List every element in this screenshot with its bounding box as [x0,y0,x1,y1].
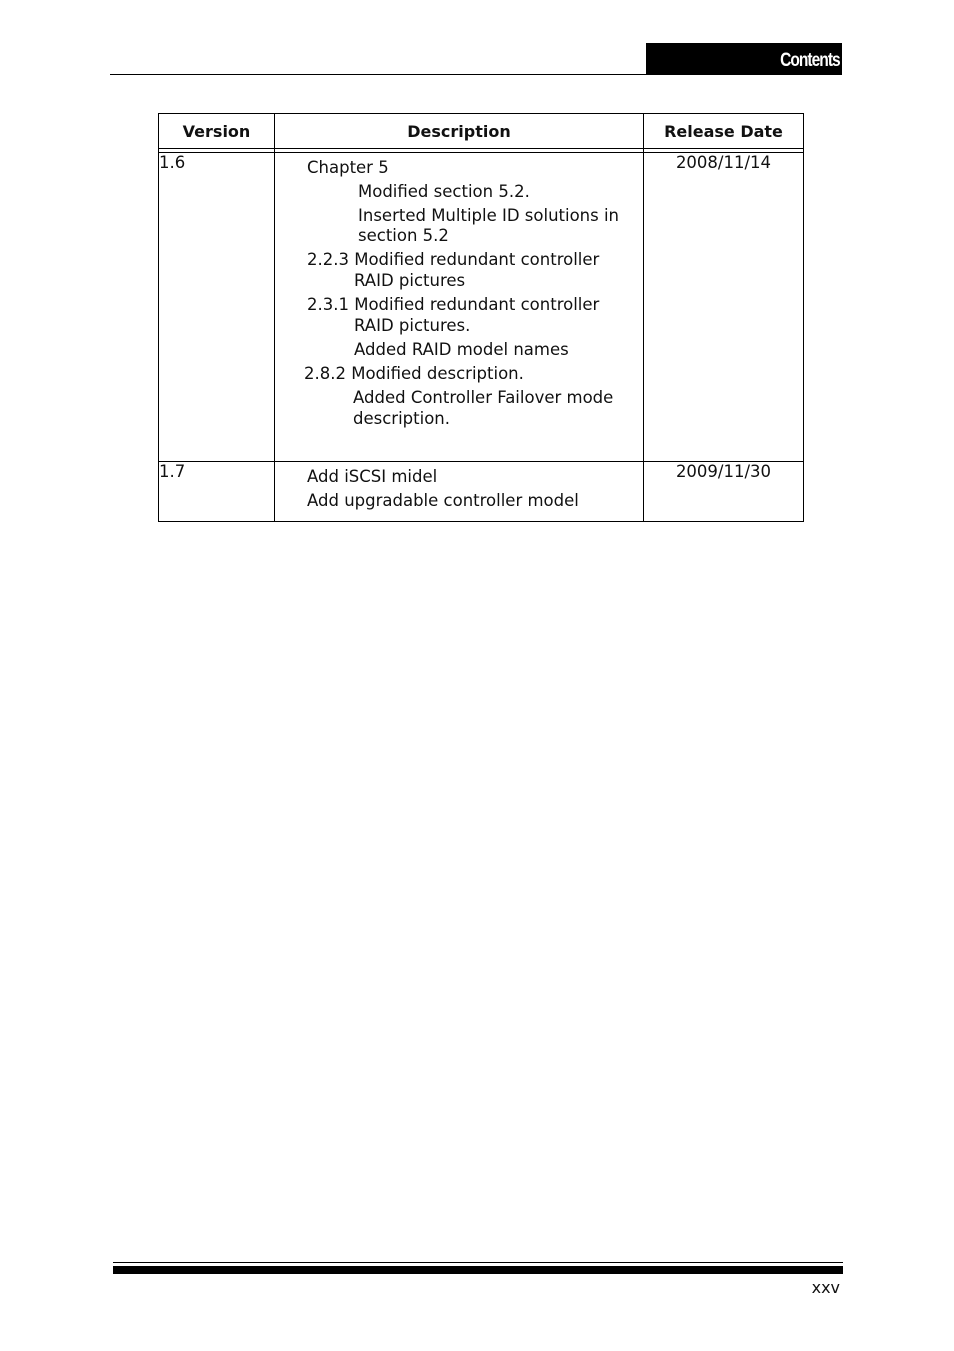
version-cell: 1.6 [159,153,275,462]
description-line: Add upgradable controller model [307,491,579,510]
description-line: section 5.2 [358,226,449,245]
revision-history-table [158,113,804,522]
table-row [159,462,804,522]
description-line: description. [353,409,450,428]
description-line: Inserted Multiple ID solutions in [358,206,620,225]
header-section-tab [646,43,842,75]
table-header-row [159,114,804,149]
table-row [159,153,804,462]
description-cell [275,462,644,522]
description-cell [275,153,644,462]
release-date-cell: 2009/11/30 [644,462,804,522]
header-section-title: Contents [780,50,840,71]
footer-thick-rule [113,1266,843,1274]
column-header-description: Description [275,114,644,149]
description-line: Add iSCSI midel [307,467,438,486]
description-line: Added RAID model names [354,340,569,359]
description-line: 2.8.2 Modified description. [304,364,524,383]
page-number: xxv [811,1278,840,1297]
description-line: 2.3.1 Modified redundant controller [307,295,600,314]
column-header-release-date: Release Date [644,114,804,149]
description-line: RAID pictures [354,271,466,290]
description-line: Modified section 5.2. [358,182,530,201]
footer-thin-rule [113,1262,843,1263]
version-cell: 1.7 [159,462,275,522]
description-line: Chapter 5 [307,158,389,177]
column-header-version: Version [159,114,275,149]
description-line: 2.2.3 Modified redundant controller [307,250,600,269]
release-date-cell: 2008/11/14 [644,153,804,462]
description-line: Added Controller Failover mode [353,388,614,407]
description-line: RAID pictures. [354,316,471,335]
